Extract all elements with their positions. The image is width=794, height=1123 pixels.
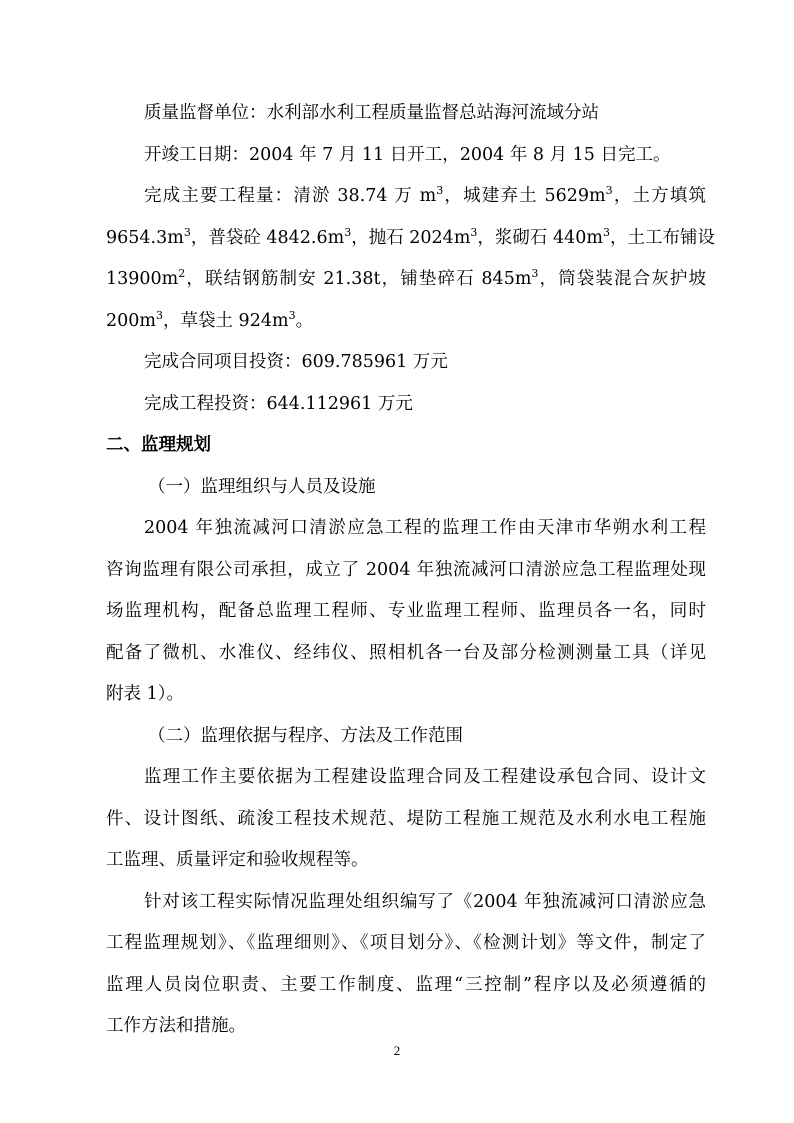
text-line-quantities-3: $13900m^2$，联结钢筋制安 21.38t，铺垫碎石 $845m^3$，筒袋装混合灰护坡 <box>106 267 706 289</box>
text-line-project-investment: 完成工程投资：644.112961 万元 <box>144 394 413 414</box>
section-heading-supervision-planning: 二、监理规划 <box>106 435 211 455</box>
text-line-contract-investment: 完成合同项目投资：609.785961 万元 <box>144 352 448 372</box>
subsection-heading-basis: （二）监理依据与程序、方法及工作范围 <box>148 726 463 746</box>
text-line-dates: 开竣工日期：2004 年 7 月 11 日开工，2004 年 8 月 15 日完工。 <box>144 145 671 165</box>
text-line-organization-3: 场监理机构，配备总监理工程师、专业监理工程师、监理员各一名，同时 <box>106 601 706 621</box>
text-line-documents-2: 工程监理规划》、《监理细则》、《项目划分》、《检测计划》等文件，制定了 <box>106 933 706 953</box>
text-line-organization-2: 咨询监理有限公司承担，成立了 2004 年独流减河口清淤应急工程监理处现 <box>106 560 706 580</box>
text-line-basis-3: 工监理、质量评定和验收规程等。 <box>106 850 369 870</box>
text-line-organization-5: 附表 1）。 <box>106 684 184 704</box>
text-line-quantities-4: $200m^3$，草袋土 $924m^3$。 <box>106 309 314 331</box>
text-line-basis-1: 监理工作主要依据为工程建设监理合同及工程建设承包合同、设计文 <box>144 767 706 787</box>
page-number: 2 <box>393 1043 401 1058</box>
text-line-documents-4: 工作方法和措施。 <box>106 1016 246 1036</box>
text-line-documents-3: 监理人员岗位职责、主要工作制度、监理“三控制”程序以及必须遵循的 <box>106 975 706 995</box>
text-line-quantities-1: 完成主要工程量：清淤 38.74 万 $m^3$，城建弃土 $5629m^3$，土方填筑 <box>144 184 707 206</box>
text-line-quality-supervision: 质量监督单位：水利部水利工程质量监督总站海河流域分站 <box>144 103 599 123</box>
text-line-documents-1: 针对该工程实际情况监理处组织编写了《2004 年独流减河口清淤应急 <box>144 892 706 912</box>
text-line-basis-2: 件、设计图纸、疏浚工程技术规范、堤防工程施工规范及水利水电工程施 <box>106 809 706 829</box>
text-line-organization-4: 配备了微机、水准仪、经纬仪、照相机各一台及部分检测测量工具（详见 <box>106 643 706 663</box>
subsection-heading-organization: （一）监理组织与人员及设施 <box>148 477 376 497</box>
text-line-quantities-2: $9654.3m^3$，普袋砼 $4842.6m^3$，抛石 $2024m^3$，浆砌石 $440m^3$，土工布铺设 <box>106 226 715 248</box>
text-line-organization-1: 2004 年独流减河口清淤应急工程的监理工作由天津市华朔水利工程 <box>144 518 706 538</box>
